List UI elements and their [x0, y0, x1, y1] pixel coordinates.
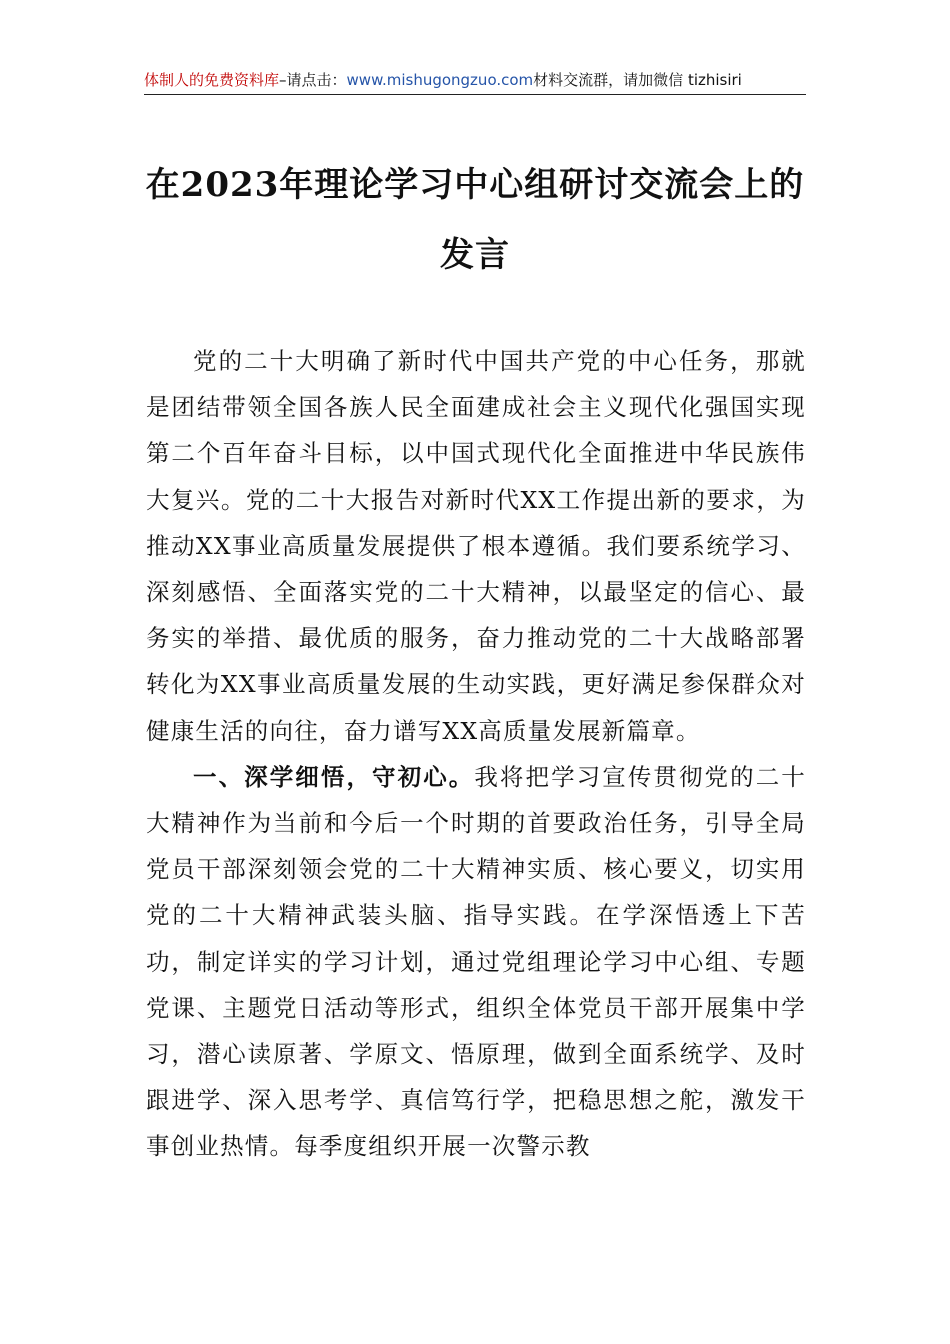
document-title: 在2023年理论学习中心组研讨交流会上的发言: [145, 165, 805, 275]
paragraph-intro: [146, 338, 806, 754]
paragraph-text: 我将把学习宣传贯彻党的二十大精神作为当前和今后一个时期的首要政治任务，引导全局党员干部深刻领会党的二十大精神实质、核心要义，切实用党的二十大精神武装头脑、指导实践。在学深悟透上下苦功，制定详实的学习计划，通过党组理论学习中心组、专题党课、主题党日活动等形式，组织全体党员干部开展集中学习，潜心读原著、学原文、悟原理，做到全面系统学、及时跟进学、深入思考学、真信笃行学，把稳思想之舵，激发干事创业热情。每季度组织开展一次警示教: [146, 762, 806, 1161]
page-header: [144, 68, 806, 95]
paragraph-text: 党的二十大明确了新时代中国共产党的中心任务，那就是团结带领全国各族人民全面建成社会主义现代化强国实现第二个百年奋斗目标，以中国式现代化全面推进中华民族伟大复兴。党的二十大报告对新时代XX工作提出新的要求，为推动XX事业高质量发展提供了根本遵循。我们要系统学习、深刻感悟、全面落实党的二十大精神，以最坚定的信心、最务实的举措、最优质的服务，奋力推动党的二十大战略部署转化为XX事业高质量发展的生动实践，更好满足参保群众对健康生活的向往，奋力谱写XX高质量发展新篇章。: [146, 347, 806, 745]
header-url-link[interactable]: www.mishugongzuo.com: [346, 71, 534, 89]
header-prompt: –请点击：: [279, 71, 347, 89]
header-note: 材料交流群，请加微信 tizhisiri: [533, 71, 742, 89]
header-site-name: 体制人的免费资料库: [144, 71, 280, 89]
paragraph-section-1: [146, 754, 806, 1170]
section-heading: 一、深学细悟，守初心。: [193, 762, 475, 791]
document-body: [146, 338, 806, 1170]
